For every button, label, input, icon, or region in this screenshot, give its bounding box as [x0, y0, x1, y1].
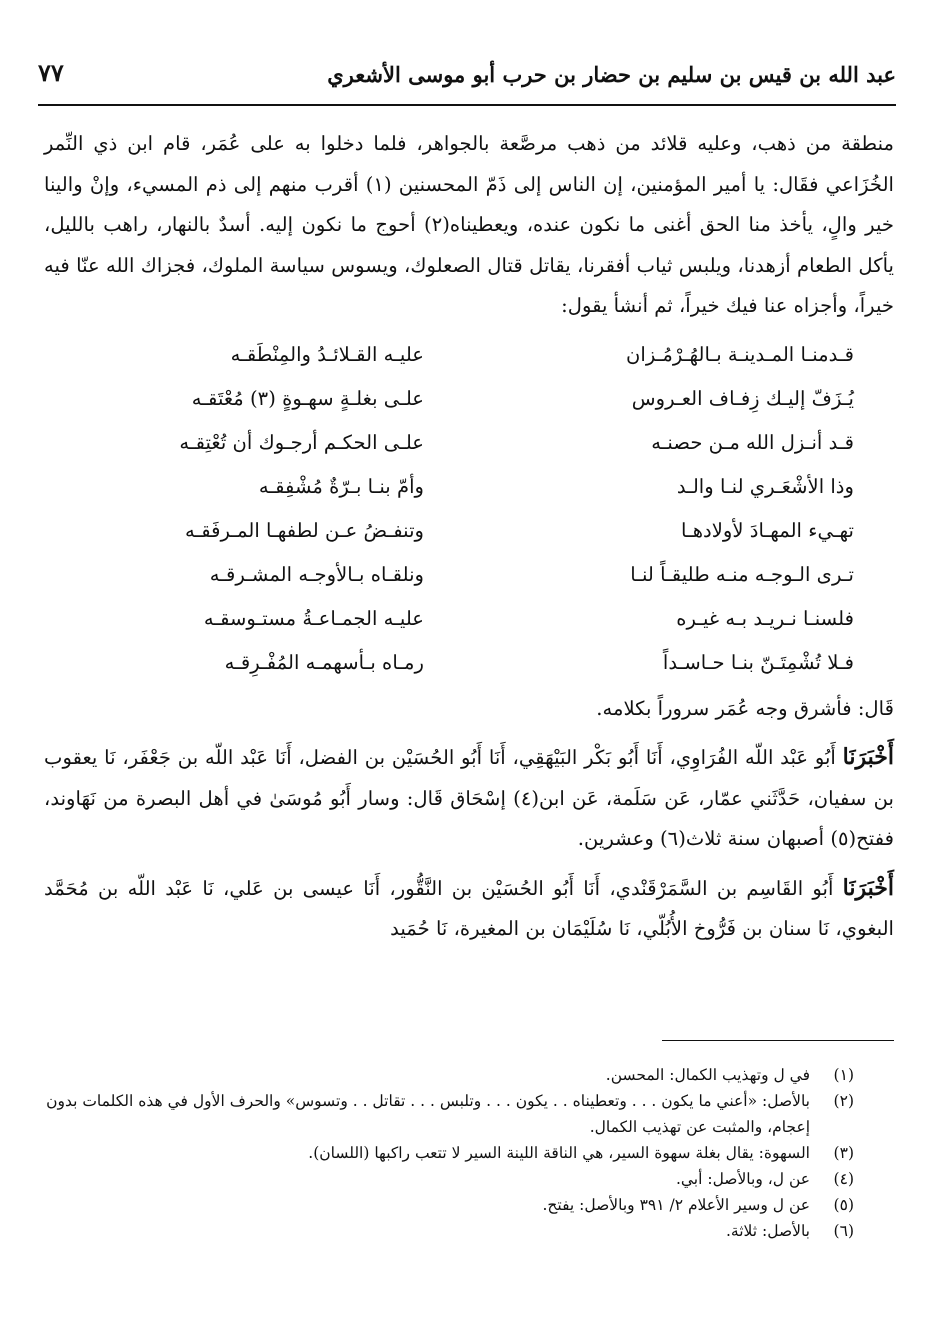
second-hemistich: وتنفـضُ عـن لطفهـا المـرفَقـه [184, 519, 424, 542]
paragraph-4 [44, 868, 894, 950]
second-hemistich: علـى بغلـةٍ سهـوةٍ (٣) مُعْتَقـه [191, 387, 424, 410]
second-hemistich: عليـه الجمـاعـةُ مستـوسقـه [203, 607, 424, 630]
footnotes [44, 1062, 854, 1244]
first-hemistich: تهـيء المهـادَ لأولادهـا [680, 519, 854, 542]
paragraph-2: قَال: فأشرق وجه عُمَر سروراً بكلامه. [596, 696, 894, 720]
first-hemistich: فـلا تُشْمِتَـنّ بنـا حـاسـداً [662, 651, 854, 674]
footnote-rule [662, 1040, 894, 1041]
footnote-number: (٣) [833, 1144, 854, 1162]
second-hemistich: وأمّ بنـا بـرّةٌ مُشْفِقـه [258, 475, 424, 498]
footnote-number: (٦) [833, 1222, 854, 1240]
first-hemistich: فلسنـا نـريـد بـه غيـره [676, 607, 854, 630]
footnote-text: عن ل، وبالأصل: أبي. [675, 1170, 810, 1188]
verse-line [44, 465, 894, 509]
footnote-number: (٢) [833, 1092, 854, 1110]
verse-line [44, 641, 894, 685]
verse-line [44, 333, 894, 377]
paragraph-3 [44, 737, 894, 860]
footnote [44, 1218, 854, 1244]
header-rule [38, 104, 896, 106]
paragraph-3-text: أَبُو عَبْد اللّه الفُرَاوِي، أَنَا أَبُو بَكْر البَيْهَقِي، أَنَا أَبُو الحُسَيْن بن الفضل، أَنَا عَبْد اللّه بن جَعْفَر، نَا يعقوب بن سفيان، حَدَّثَني عمّار، عَن سَلَمة، عَن ابن(٤) إسْحَاق قَال: وسار أَبُو مُوسَىٰ في أهل البصرة من نَهَاوند، ففتح(٥) أصبهان سنة ثلاث(٦) وعشرين. [44, 746, 894, 850]
verse-line [44, 509, 894, 553]
footnote-text: بالأصل: «أعني ما يكون . . . وتعطيناه . . يكون . . . وتلبس . . . تقاتل . . وتسوس» والحرف الأول في هذه الكلمات بدون إعجام، والمثبت عن تهذيب الكمال. [46, 1092, 810, 1136]
footnote-text: في ل وتهذيب الكمال: المحسن. [605, 1066, 810, 1084]
second-hemistich: رمـاه بـأسهمـه المُفْـرِقـه [224, 651, 424, 674]
page-header [38, 58, 896, 87]
paragraph-1: منطقة من ذهب، وعليه قلائد من ذهب مرصَّعة بالجواهر، فلما دخلوا به على عُمَر، قام ابن ذي النِّمر الخُزَاعي فقَال: يا أمير المؤمنين، إن الناس إلى ذَمّ المحسنين (١) أقرب منهم إلى ذم المسيء، وإنْ والينا خير والٍ، يأخذ منا الحق أغنى ما نكون عنده، ويعطيناه(٢) أحوج ما نكون إليه. أسدٌ بالنهار، راهب بالليل، يأكل الطعام أزهدنا، ويلبس ثياب أفقرنا، يقاتل قتال الصعلوك، ويسوس سياسة الملوك، فجزاك الله عنّا فيه خيراً، وأجزاه عنا فيك خيراً، ثم أنشأ يقول: [44, 132, 895, 317]
akhbarana-lead: أَخْبَرَنَا [842, 744, 894, 770]
verse-line [44, 421, 894, 465]
footnote-text: عن ل وسير الأعلام ٢/ ٣٩١ وبالأصل: يفتح. [542, 1196, 810, 1214]
first-hemistich: قـدمنـا المـدينـة بـالهُـرْمُـزان [626, 343, 854, 366]
second-hemistich: عليـه القـلائـدُ والمِنْطَقـه [230, 343, 424, 366]
poem [44, 333, 894, 685]
verse-line [44, 553, 894, 597]
spacer [44, 729, 894, 737]
footnote [44, 1192, 854, 1218]
spacer [44, 860, 894, 868]
footnote [44, 1062, 854, 1088]
footnote-number: (٤) [833, 1170, 854, 1188]
first-hemistich: وذا الأشْعَـري لنـا والـد [676, 475, 854, 498]
footnote-text: بالأصل: ثلاثة. [725, 1222, 810, 1240]
footnote-number: (١) [833, 1066, 854, 1084]
footnote [44, 1088, 854, 1140]
main-text [44, 124, 894, 950]
first-hemistich: تـرى الـوجـه منـه طليقـاً لنـا [630, 563, 854, 586]
second-hemistich: ونلقـاه بـالأوجـه المشـرقـه [209, 563, 424, 586]
akhbarana-lead: أَخْبَرَنَا [842, 874, 894, 901]
footnote [44, 1166, 854, 1192]
page-number: ٧٧ [38, 58, 64, 87]
verse-line [44, 597, 894, 641]
verse-line [44, 377, 894, 421]
footnote-text: السهوة: يقال بغلة سهوة السير، هي الناقة اللينة السير لا تتعب راكبها (اللسان). [308, 1144, 810, 1162]
second-hemistich: علـى الحكـم أرجـوك أن تُعْتِقـه [179, 431, 424, 454]
paragraph-4-text: أَبُو القَاسِم بن السَّمَرْقَنْدي، أَنَا أَبُو الحُسَيْن بن النَّقُّور، أَنَا عيسى بن عَلي، نَا عَبْد اللّه بن مُحَمَّد البغوي، نَا سنان بن فَرُّوخ الأُبُلّي، نَا سُلَيْمَان بن المغيرة، نَا حُمَيد [44, 876, 894, 940]
running-title: عبد الله بن قيس بن سليم بن حضار بن حرب أبو موسى الأشعري [327, 62, 896, 87]
footnote-number: (٥) [833, 1196, 854, 1214]
footnote [44, 1140, 854, 1166]
first-hemistich: يُـزَفّ إليـك زِفـاف العـروس [631, 387, 854, 410]
first-hemistich: قـد أنـزل الله مـن حصنـه [651, 431, 854, 454]
